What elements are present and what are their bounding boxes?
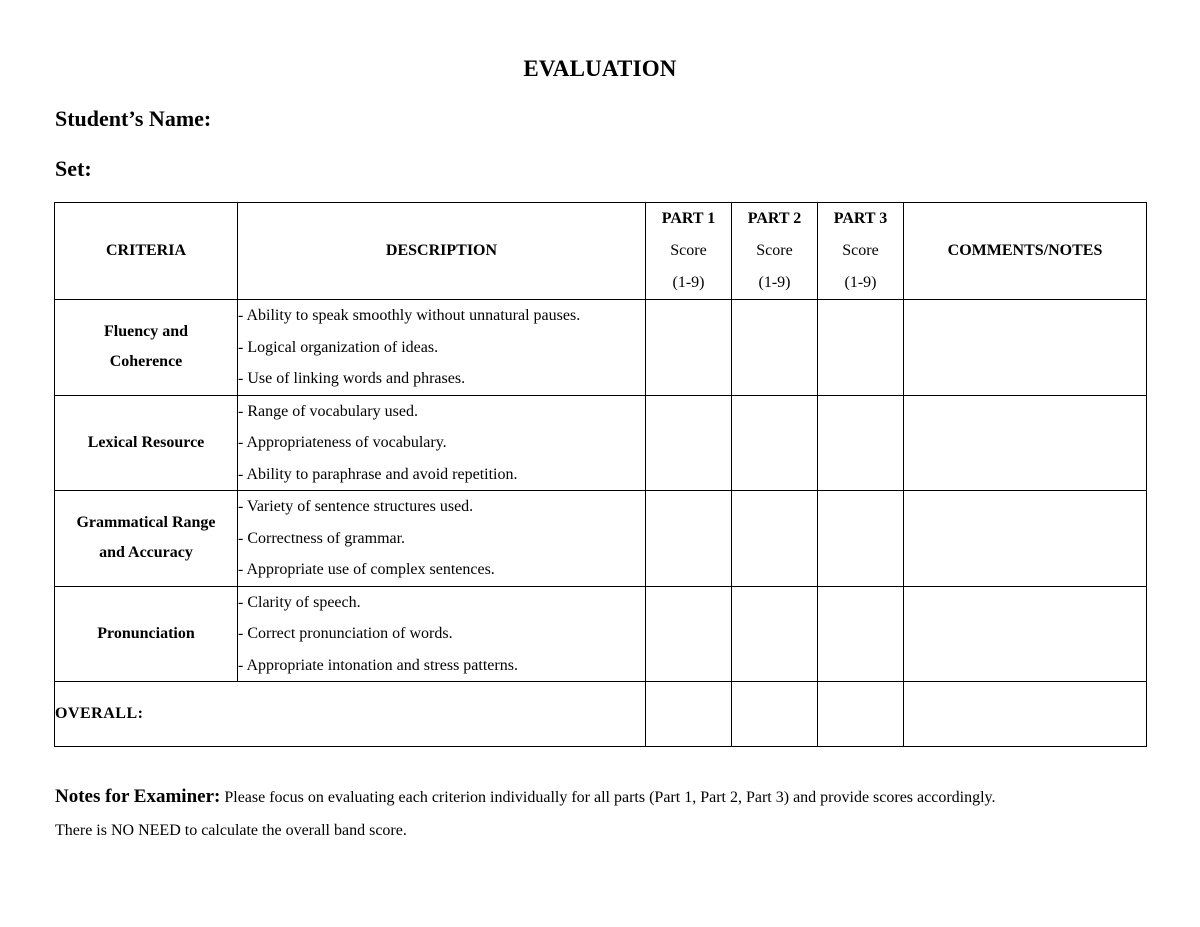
examiner-notes xyxy=(55,780,1155,847)
evaluation-table xyxy=(54,202,1147,747)
table-row xyxy=(55,491,1147,587)
criteria-header: CRITERIA xyxy=(55,203,238,300)
table-row xyxy=(55,586,1147,682)
notes-line2: There is NO NEED to calculate the overall band score. xyxy=(55,822,407,839)
part3-range: (1-9) xyxy=(844,274,877,291)
criteria-cell xyxy=(55,395,238,491)
description-line: - Logical organization of ideas. xyxy=(238,338,439,356)
comments-header: COMMENTS/NOTES xyxy=(904,203,1147,300)
table-row xyxy=(55,395,1147,491)
overall-comments-cell[interactable] xyxy=(904,682,1147,747)
notes-label: Notes for Examiner: xyxy=(55,786,221,807)
description-line: - Correct pronunciation of words. xyxy=(238,625,453,642)
part2-score-cell[interactable] xyxy=(732,586,818,682)
part3-score-cell[interactable] xyxy=(818,586,904,682)
part3-score-cell[interactable] xyxy=(818,395,904,491)
part2-header xyxy=(732,203,818,300)
comments-cell[interactable] xyxy=(904,395,1147,491)
part1-title: PART 1 xyxy=(661,210,716,227)
part2-range: (1-9) xyxy=(758,274,791,291)
part1-score-cell[interactable] xyxy=(646,395,732,491)
part2-score-cell[interactable] xyxy=(732,395,818,491)
overall-row xyxy=(55,682,1147,747)
comments-cell[interactable] xyxy=(904,300,1147,396)
description-line: - Variety of sentence structures used. xyxy=(238,498,474,515)
student-name-label: Student’s Name: xyxy=(55,106,212,131)
criteria-cell xyxy=(55,300,238,396)
part2-score-cell[interactable] xyxy=(732,491,818,587)
part1-score-cell[interactable] xyxy=(646,491,732,587)
part1-range: (1-9) xyxy=(672,274,705,291)
page-title: EVALUATION xyxy=(523,56,677,81)
criteria-label-line1: Fluency and xyxy=(103,323,188,341)
part1-score-cell[interactable] xyxy=(646,300,732,396)
description-line: - Ability to speak smoothly without unnatural pauses. xyxy=(238,307,581,324)
notes-line1 xyxy=(55,780,1155,814)
part1-overall-cell[interactable] xyxy=(646,682,732,747)
description-line: - Ability to paraphrase and avoid repetition. xyxy=(238,465,518,483)
description-cell xyxy=(238,395,646,491)
description-line: - Appropriateness of vocabulary. xyxy=(238,434,447,451)
part2-title: PART 2 xyxy=(747,210,802,227)
criteria-cell xyxy=(55,586,238,682)
criteria-label-line1: Pronunciation xyxy=(97,624,195,642)
part3-overall-cell[interactable] xyxy=(818,682,904,747)
criteria-label-line2: and Accuracy xyxy=(99,544,193,562)
criteria-label-line1: Grammatical Range xyxy=(76,514,216,532)
description-cell xyxy=(238,491,646,587)
criteria-label-line1: Lexical Resource xyxy=(87,433,205,451)
part3-score-cell[interactable] xyxy=(818,491,904,587)
part1-score-label: Score xyxy=(670,242,707,259)
description-header: DESCRIPTION xyxy=(238,203,646,300)
description-line: - Appropriate intonation and stress patterns. xyxy=(238,656,518,674)
part2-score-cell[interactable] xyxy=(732,300,818,396)
description-cell xyxy=(238,300,646,396)
part3-title: PART 3 xyxy=(833,210,888,227)
description-line: - Appropriate use of complex sentences. xyxy=(238,561,495,578)
description-line: - Use of linking words and phrases. xyxy=(238,370,466,387)
part2-overall-cell[interactable] xyxy=(732,682,818,747)
table-header-row xyxy=(55,203,1147,300)
criteria-cell xyxy=(55,491,238,587)
part2-score-label: Score xyxy=(756,242,793,259)
notes-text: Please focus on evaluating each criterion individually for all parts (Part 1, Part 2, Part 3) and provide scores accordingly. xyxy=(220,789,996,806)
comments-cell[interactable] xyxy=(904,586,1147,682)
description-line: - Clarity of speech. xyxy=(238,593,361,611)
part3-header xyxy=(818,203,904,300)
criteria-label-line2: Coherence xyxy=(109,353,183,371)
part3-score-label: Score xyxy=(842,242,879,259)
table-row xyxy=(55,300,1147,396)
description-line: - Correctness of grammar. xyxy=(238,529,406,547)
comments-cell[interactable] xyxy=(904,491,1147,587)
description-cell xyxy=(238,586,646,682)
description-line: - Range of vocabulary used. xyxy=(238,402,418,420)
set-label: Set: xyxy=(55,156,92,181)
overall-label: OVERALL: xyxy=(55,682,646,747)
part1-score-cell[interactable] xyxy=(646,586,732,682)
part3-score-cell[interactable] xyxy=(818,300,904,396)
part1-header xyxy=(646,203,732,300)
